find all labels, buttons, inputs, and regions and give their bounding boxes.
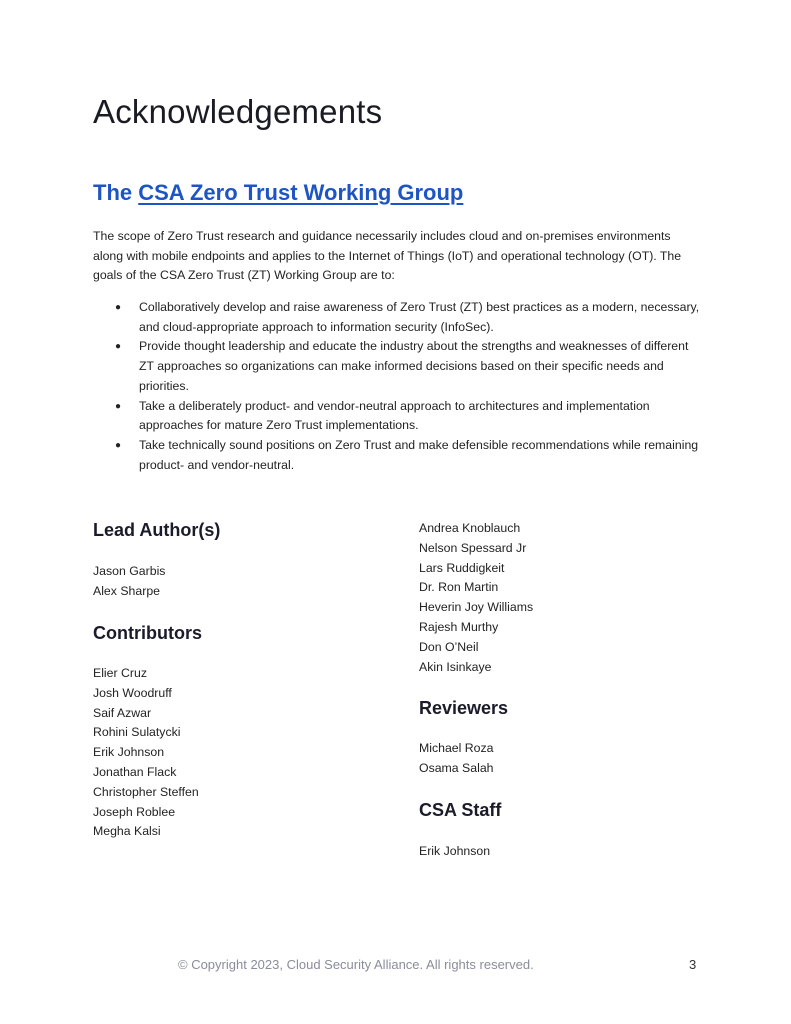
contributors-list-continued — [419, 519, 533, 677]
list-item: Erik Johnson — [93, 745, 165, 760]
list-item: Elier Cruz — [93, 666, 147, 680]
reviewers-heading: Reviewers — [419, 698, 509, 718]
list-item: Osama Salah — [419, 760, 494, 775]
list-item: Akin Isinkaye — [419, 659, 492, 674]
list-item: Christopher Steffen — [93, 784, 199, 799]
bullet-icon: ● — [115, 439, 122, 451]
list-item: Saif Azwar — [93, 705, 152, 720]
csa-staff-heading: CSA Staff — [419, 800, 502, 820]
contributors-list — [93, 664, 199, 842]
list-item: Dr. Ron Martin — [419, 580, 499, 595]
reviewers-list — [419, 739, 494, 779]
working-group-prefix: The — [93, 180, 139, 205]
list-item: Josh Woodruff — [93, 685, 172, 700]
list-item: Rohini Sulatycki — [93, 725, 181, 740]
list-item: Alex Sharpe — [93, 583, 160, 598]
list-item — [93, 436, 703, 475]
list-item: Jonathan Flack — [93, 764, 177, 779]
list-item: Heverin Joy Williams — [419, 600, 534, 615]
lead-authors-heading: Lead Author(s) — [93, 520, 221, 540]
goals-list — [93, 298, 703, 475]
list-item: Nelson Spessard Jr — [419, 540, 527, 555]
copyright-footer: © Copyright 2023, Cloud Security Alliance. All rights reserved. — [178, 957, 534, 972]
goal-text: Collaboratively develop and raise awareness of Zero Trust (ZT) best practices as a modern, necessary, and cloud-appropriate approach to information security (InfoSec). — [139, 300, 700, 334]
goal-text: Take technically sound positions on Zero Trust and make defensible recommendations while remaining product- and vendor-neutral. — [139, 437, 699, 472]
lead-authors-list — [93, 562, 165, 602]
goal-text: Provide thought leadership and educate the industry about the strengths and weaknesses of different ZT approaches so organizations can make informed decisions based on their specific needs and priorities. — [139, 339, 689, 393]
working-group-link[interactable]: CSA Zero Trust Working Group — [138, 180, 464, 205]
list-item: Michael Roza — [419, 741, 494, 755]
list-item: Don O’Neil — [419, 639, 479, 654]
list-item: Erik Johnson — [419, 844, 491, 858]
goal-text: Take a deliberately product- and vendor-neutral approach to architectures and implementation approaches for mature Zero Trust implementations. — [139, 398, 650, 433]
bullet-icon: ● — [115, 400, 122, 412]
list-item: Andrea Knoblauch — [419, 521, 521, 535]
list-item: Megha Kalsi — [93, 824, 161, 839]
list-item: Lars Ruddigkeit — [419, 560, 505, 575]
contributors-heading: Contributors — [93, 623, 202, 643]
list-item: Joseph Roblee — [93, 804, 176, 819]
intro-paragraph: The scope of Zero Trust research and guidance necessarily includes cloud and on-premises environments along with mobile endpoints and applies to the Internet of Things (IoT) and operational technology (OT). The goals of the CSA Zero Trust (ZT) Working Group are to: — [93, 229, 682, 283]
bullet-icon: ● — [115, 341, 122, 353]
page-number: 3 — [689, 957, 697, 972]
csa-staff-list — [419, 842, 490, 862]
working-group-heading — [93, 180, 463, 206]
list-item: Rajesh Murthy — [419, 619, 499, 634]
list-item: Jason Garbis — [93, 564, 166, 578]
page-title: Acknowledgements — [93, 93, 383, 130]
bullet-icon: ● — [115, 302, 122, 313]
list-item — [93, 397, 703, 436]
list-item — [93, 337, 703, 396]
list-item — [93, 298, 703, 337]
